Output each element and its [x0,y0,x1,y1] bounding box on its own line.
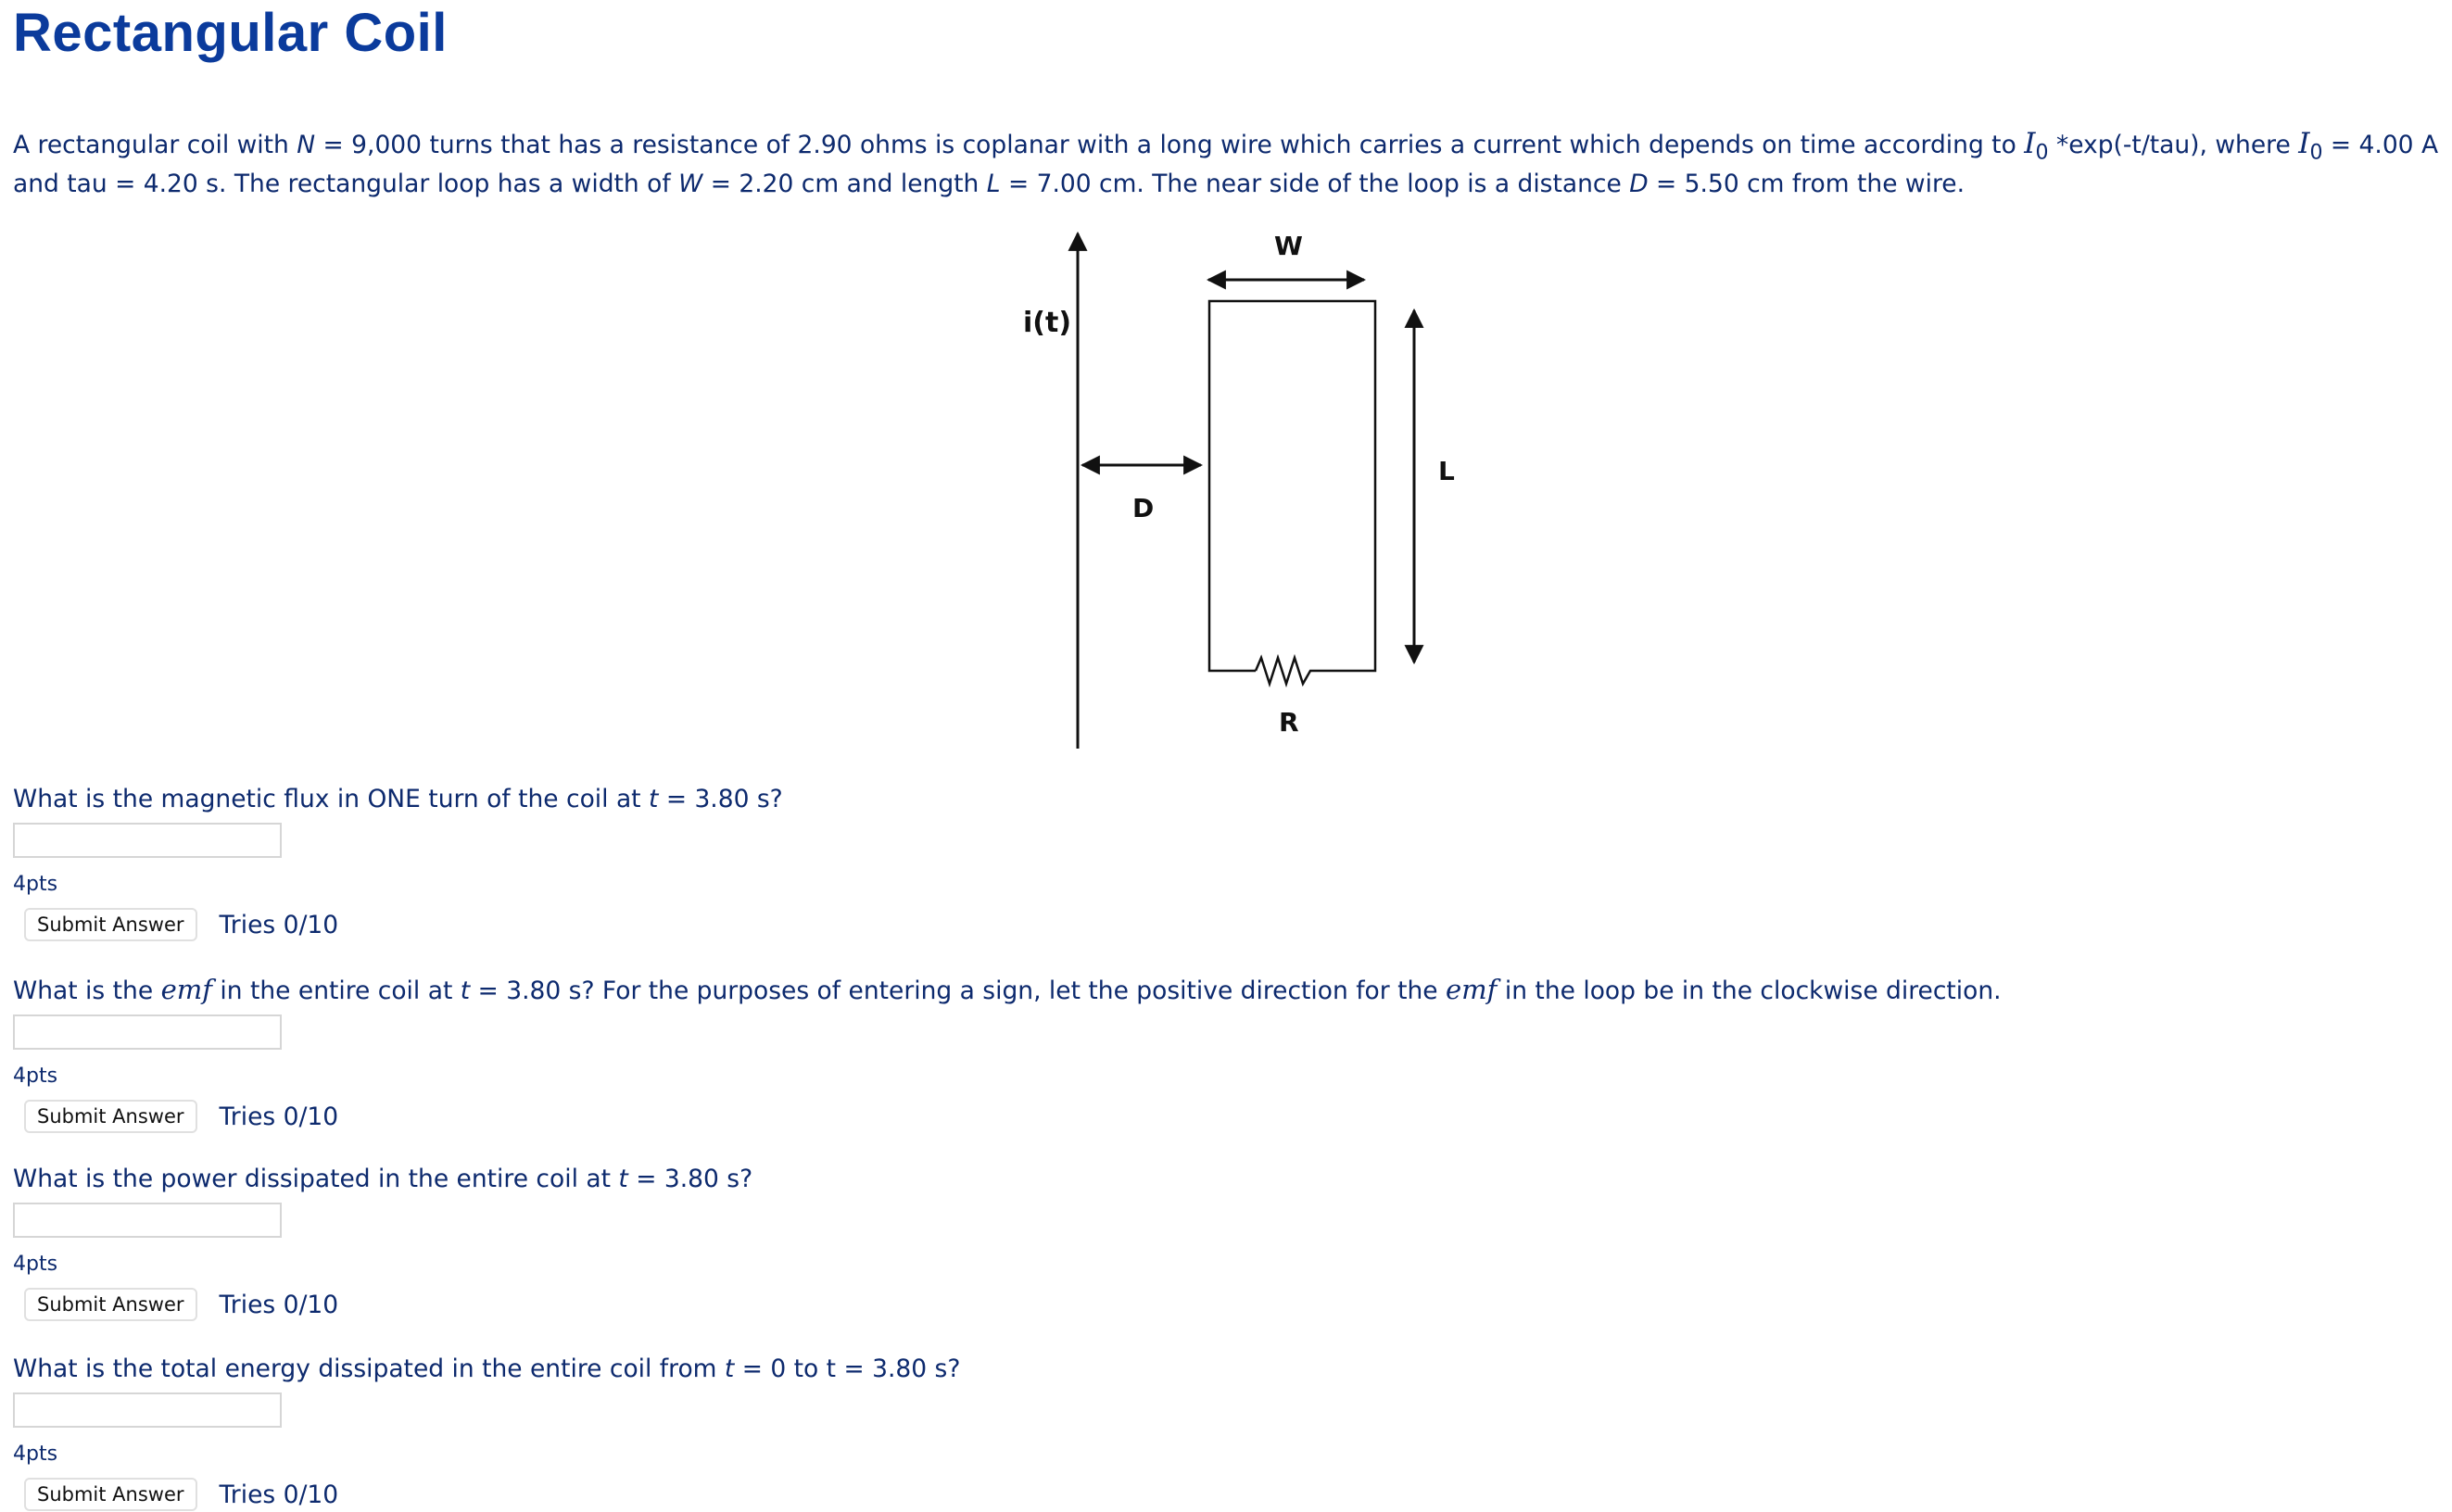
answer-input-1[interactable] [13,823,282,858]
points-label: 4pts [13,1065,58,1088]
question-text: What is the total energy dissipated in the entire coil from t = 0 to t = 3.80 s? [13,1354,961,1383]
question-4 [13,1354,2441,1511]
submit-answer-button-3[interactable]: Submit Answer [24,1288,197,1321]
question-1 [13,784,2441,941]
points-label: 4pts [13,873,58,896]
tries-counter: Tries 0/10 [219,1102,339,1131]
coil-diagram [973,222,1492,760]
current-label: i(t) [1023,307,1072,339]
resistor-label: R [1279,707,1299,737]
submit-answer-button-2[interactable]: Submit Answer [24,1100,197,1133]
length-label: L [1438,456,1455,486]
tries-counter: Tries 0/10 [219,1480,339,1509]
submit-answer-button-4[interactable]: Submit Answer [24,1478,197,1511]
points-label: 4pts [13,1253,58,1276]
question-3 [13,1164,2441,1321]
distance-label: D [1132,493,1155,523]
resistor [1256,658,1318,684]
page-title: Rectangular Coil [13,3,448,63]
coil-loop [1209,301,1375,671]
question-2 [13,974,2441,1133]
tries-counter: Tries 0/10 [219,910,339,939]
tries-counter: Tries 0/10 [219,1290,339,1319]
answer-input-3[interactable] [13,1203,282,1238]
question-text: What is the emf in the entire coil at t = 3.80 s? For the purposes of entering a sign, let the positive direction for the emf in the loop be in the clockwise direction. [13,974,2002,1005]
submit-answer-button-1[interactable]: Submit Answer [24,908,197,941]
points-label: 4pts [13,1443,58,1466]
problem-statement: A rectangular coil with N = 9,000 turns that has a resistance of 2.90 ohms is coplanar with a long wire which carries a current which depends on time according to $I_0$ *exp(-t/tau), where $I_0 = 4.00$ A and tau = 4.20 s. The rectangular loop has a width of W = 2.20 cm and length L = 7.00 cm. The near side of the loop is a distance D = 5.50 cm from the wire. [13,127,2439,199]
width-label: W [1274,231,1303,261]
answer-input-2[interactable] [13,1014,282,1050]
answer-input-4[interactable] [13,1392,282,1428]
question-text: What is the power dissipated in the entire coil at t = 3.80 s? [13,1165,753,1193]
question-text: What is the magnetic flux in ONE turn of the coil at t = 3.80 s? [13,785,783,813]
